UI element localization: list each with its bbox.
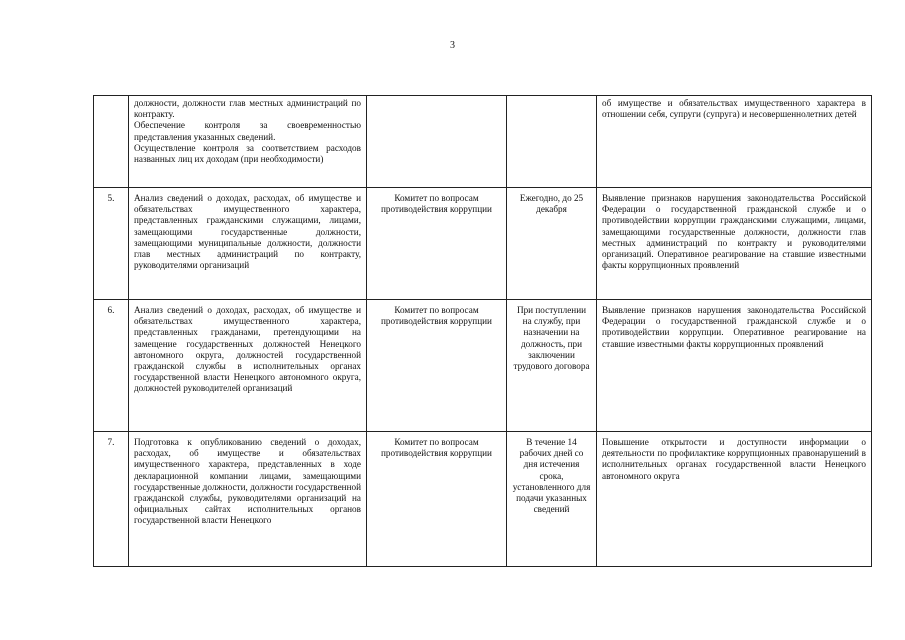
table-row-5 — [94, 188, 872, 300]
responsible-cell — [367, 96, 507, 188]
row-number: 6. — [94, 300, 129, 432]
term-cell: В течение 14 рабочих дней со дня истечения срока, установленного для подачи указанных сведений — [507, 432, 597, 567]
result-cell: Выявление признаков нарушения законодательства Российской Федерации о государственной гражданской службе и о противодействии коррупции гражданскими служащими, лицами, замещающими государственные должности, должности глав местных администраций по контракту и руководителями организаций. Оперативное реагирование на ставшие известными факты коррупционных проявлений — [597, 188, 872, 300]
action-cell: Подготовка к опубликованию сведений о доходах, расходах, об имуществе и обязательствах имущественного характера, представленных в ходе декларационной компании лицами, замещающими государственные должности, должности государственной гражданской службы, руководителями организаций на официальных сайтах исполнительных органов государственной власти Ненецкого — [129, 432, 367, 567]
measures-table — [93, 95, 872, 567]
term-cell: Ежегодно, до 25 декабря — [507, 188, 597, 300]
responsible-cell: Комитет по вопросам противодействия коррупции — [367, 188, 507, 300]
responsible-cell: Комитет по вопросам противодействия коррупции — [367, 432, 507, 567]
action-cell: Анализ сведений о доходах, расходах, об имуществе и обязательствах имущественного характера, представленных гражданами, претендующими на замещение государственных должностей Ненецкого автономного округа, должностей государственной гражданской службы в исполнительных органах государственной власти Ненецкого автономного округа, должностей руководителей организаций — [129, 300, 367, 432]
action-text: Обеспечение контроля за своевременностью представления указанных сведений. — [134, 120, 361, 142]
result-cell: об имуществе и обязательствах имущественного характера в отношении себя, супруги (супруга) и несовершеннолетних детей — [597, 96, 872, 188]
result-cell: Выявление признаков нарушения законодательства Российской Федерации о государственной гражданской службе и о противодействии коррупции. Оперативное реагирование на ставшие известными факты коррупционных проявлений — [597, 300, 872, 432]
responsible-cell: Комитет по вопросам противодействия коррупции — [367, 300, 507, 432]
table-row-7 — [94, 432, 872, 567]
action-text: Осуществление контроля за соответствием расходов названных лиц их доходам (при необходимости) — [134, 142, 361, 165]
table-row-6 — [94, 300, 872, 432]
action-text: должности, должности глав местных администраций по контракту. — [134, 98, 361, 120]
result-cell: Повышение открытости и доступности информации о деятельности по профилактике коррупционных правонарушений в исполнительных органах государственной власти Ненецкого автономного округа — [597, 432, 872, 567]
row-number: 7. — [94, 432, 129, 567]
term-cell: При поступлении на службу, при назначении на должность, при заключении трудового договора — [507, 300, 597, 432]
action-cell: Анализ сведений о доходах, расходах, об имуществе и обязательствах имущественного характера, представленных гражданскими служащими, лицами, замещающими государственные должности, замещающими муниципальные должности, должности глав местных администраций по контракту, руководителями организаций — [129, 188, 367, 300]
table-row-continued — [94, 96, 872, 188]
row-number — [94, 96, 129, 188]
row-number: 5. — [94, 188, 129, 300]
action-cell — [129, 96, 367, 188]
term-cell — [507, 96, 597, 188]
page-number: 3 — [450, 40, 455, 51]
